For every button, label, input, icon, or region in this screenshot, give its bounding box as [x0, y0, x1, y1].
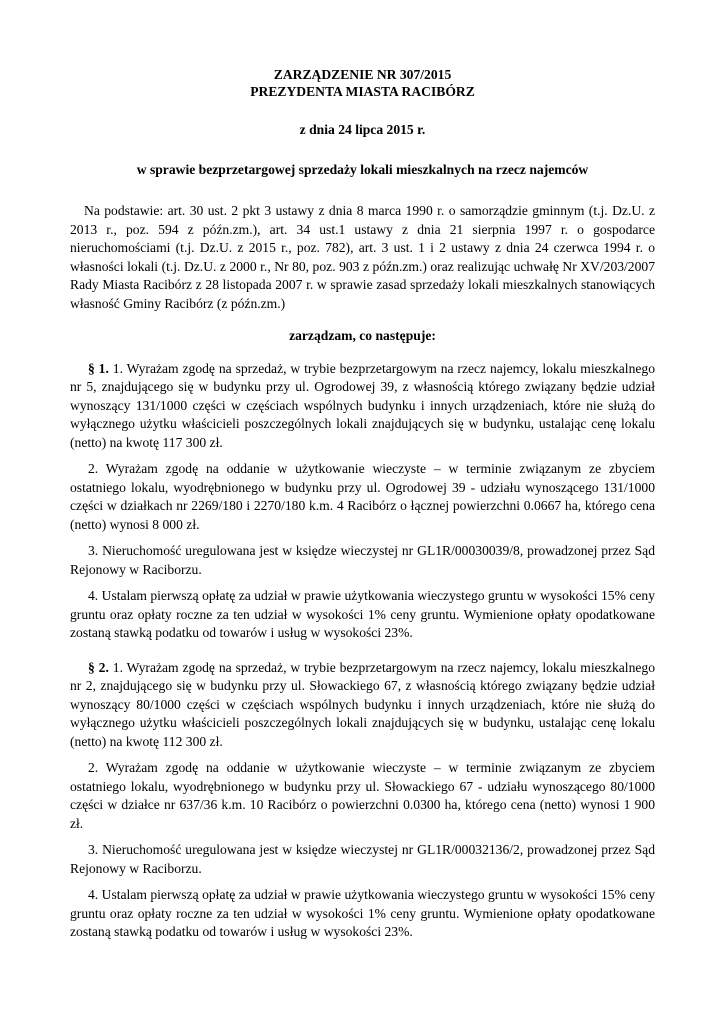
title-line-2: PREZYDENTA MIASTA RACIBÓRZ [250, 84, 475, 99]
section-1-point-2: 2. Wyrażam zgodę na oddanie w użytkowanie wieczyste – w terminie związanym ze zbyciem ostatniego lokalu, wyodrębnionego w budynku przy ul. Ogrodowej 39 - udziału wynoszącego 131/1000 części w działkach nr 2269/180 i 2270/180 k.m. 4 Racibórz o łącznej powierzchni 0.0667 ha, którego cena (netto) wynosi 8 000 zł. [70, 461, 655, 532]
section-2-mark: § 2. [88, 659, 109, 675]
section-2-point-4: 4. Ustalam pierwszą opłatę za udział w prawie użytkowania wieczystego gruntu w wysokości 15% ceny gruntu oraz opłaty roczne za ten udział w wysokości 1% ceny gruntu. Wymienione opłaty opodatkowane zostaną stawką podatku od towarów i usług w wysokości 23%. [70, 887, 655, 939]
section-2-point-1 [70, 659, 655, 752]
order-phrase: zarządzam, co następuje: [289, 328, 436, 343]
section-2-point-2: 2. Wyrażam zgodę na oddanie w użytkowanie wieczyste – w terminie związanym ze zbyciem ostatniego lokalu, wyodrębnionego w budynku przy ul. Słowackiego 67 - udziału wynoszącego 80/1000 części w działce nr 637/36 k.m. 10 Racibórz o powierzchni 0.0300 ha, którego cena (netto) wynosi 1 900 zł. [70, 760, 655, 831]
section-1-mark: § 1. [88, 360, 109, 376]
section-2-point-3: 3. Nieruchomość uregulowana jest w księdze wieczystej nr GL1R/00032136/2, prowadzonej przez Sąd Rejonowy w Raciborzu. [70, 842, 655, 876]
title-line-1: ZARZĄDZENIE NR 307/2015 [273, 67, 452, 82]
document-subject: w sprawie bezprzetargowej sprzedaży lokali mieszkalnych na rzecz najemców [136, 161, 589, 177]
section-1-point-1-text: 1. Wyrażam zgodę na sprzedaż, w trybie bezprzetargowym na rzecz najemcy, lokalu mieszkalnego nr 5, znajdującego się w budynku przy ul. Ogrodowej 39, z własnością którego związany będzie udział wynoszący 131/1000 części w częściach wspólnych budynku i innych urządzeniach, które nie służą do wyłącznego użytku właścicieli poszczególnych lokali znajdujących się w budynku, ustalając cenę lokalu (netto) na kwotę 117 300 zł. [70, 360, 656, 450]
section-1-point-3: 3. Nieruchomość uregulowana jest w księdze wieczystej nr GL1R/00030039/8, prowadzonej przez Sąd Rejonowy w Raciborzu. [70, 543, 655, 577]
document-page [70, 66, 655, 942]
legal-basis: Na podstawie: art. 30 ust. 2 pkt 3 ustawy z dnia 8 marca 1990 r. o samorządzie gminnym (t.j. Dz.U. z 2013 r., poz. 594 z późn.zm.), art. 34 ust.1 ustawy z dnia 21 sierpnia 1997 r. o gospodarce nieruchomościami (t.j. Dz.U. z 2015 r., poz. 782), art. 3 ust. 1 i 2 ustawy z dnia 24 czerwca 1994 r. o własności lokali (t.j. Dz.U. z 2000 r., Nr 80, poz. 903 z późn.zm.) oraz realizując uchwałę Nr XV/203/2007 Rady Miasta Racibórz z 28 listopada 2007 r. w sprawie zasad sprzedaży lokali mieszkalnych stanowiących własność Gminy Racibórz (z późn.zm.) [70, 203, 655, 311]
section-2-point-1-text: 1. Wyrażam zgodę na sprzedaż, w trybie bezprzetargowym na rzecz najemcy, lokalu mieszkalnego nr 2, znajdującego się w budynku przy ul. Słowackiego 67, z własnością którego związany będzie udział wynoszący 80/1000 części w częściach wspólnych budynku i innych urządzeniach, które nie służą do wyłącznego użytku właścicieli poszczególnych lokali znajdujących się w budynku, ustalając cenę lokalu (netto) na kwotę 112 300 zł. [70, 659, 656, 749]
section-1-point-4: 4. Ustalam pierwszą opłatę za udział w prawie użytkowania wieczystego gruntu w wysokości 15% ceny gruntu oraz opłaty roczne za ten udział w wysokości 1% ceny gruntu. Wymienione opłaty opodatkowane zostaną stawką podatku od towarów i usług w wysokości 23%. [70, 588, 655, 640]
section-2 [70, 659, 655, 942]
document-date: z dnia 24 lipca 2015 r. [299, 122, 426, 137]
document-title [70, 66, 655, 100]
section-1-point-1 [70, 360, 655, 453]
section-1 [70, 360, 655, 643]
